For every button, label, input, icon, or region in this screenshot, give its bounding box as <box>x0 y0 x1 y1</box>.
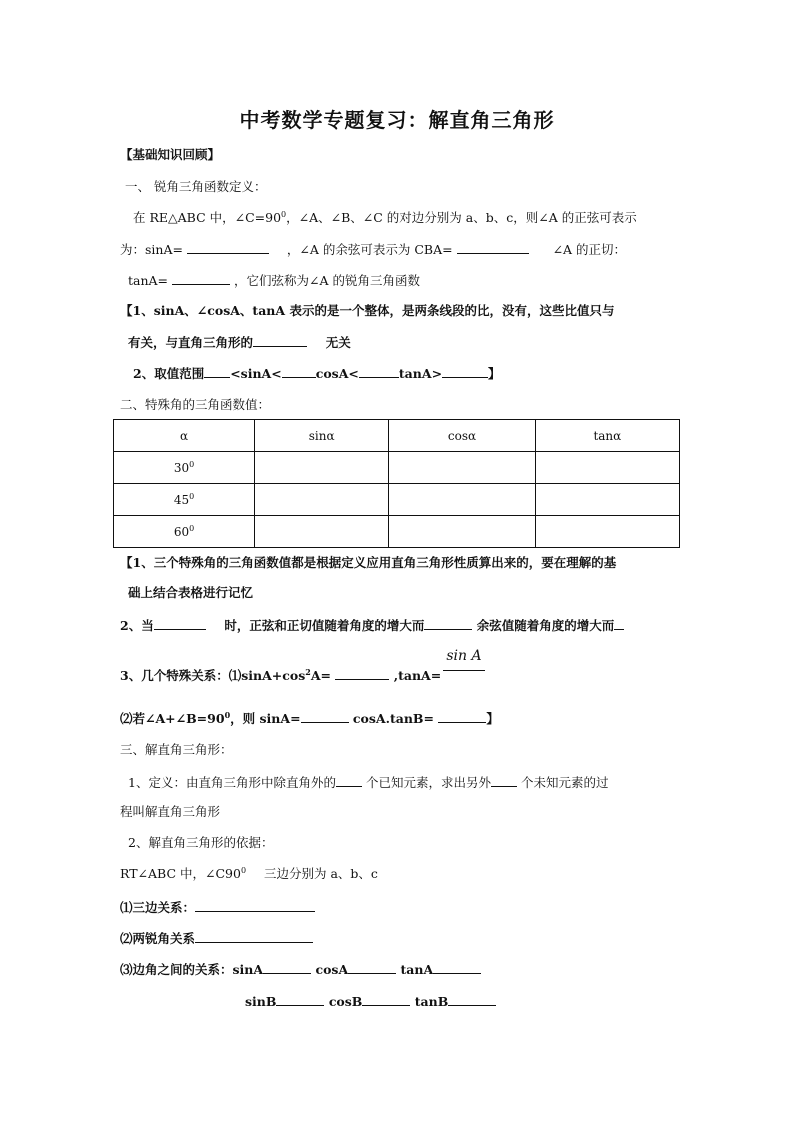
note2-blank-3[interactable] <box>614 617 624 630</box>
note1-text-a: 有关，与直角三角形的 <box>128 335 254 350</box>
cosa-label: ，∠A 的余弦可表示为 CBA= <box>286 242 453 257</box>
tana-def-label: tanA= <box>128 273 169 288</box>
table-row <box>114 484 680 516</box>
degree-sup: 0 <box>224 709 231 720</box>
note4-blank-1[interactable] <box>301 710 349 723</box>
angle-value: 60 <box>173 524 190 539</box>
table-header-row <box>114 420 680 452</box>
angle-value: 30 <box>173 460 190 475</box>
note3-blank[interactable] <box>335 667 389 680</box>
rel2-label: ⑵两锐角关系 <box>120 931 196 946</box>
sin-cell[interactable] <box>255 484 389 516</box>
part3-rt-line <box>120 866 378 882</box>
tana-blank[interactable] <box>172 272 230 285</box>
cos-cell[interactable] <box>389 452 535 484</box>
fraction-bar <box>443 670 485 671</box>
angle-cell <box>114 484 255 516</box>
tana-label: ∠A 的正切： <box>552 242 627 257</box>
sin-cell[interactable] <box>255 516 389 548</box>
part2-heading: 二、特殊角的三角函数值： <box>120 397 271 412</box>
range-sina: <sinA< <box>230 366 282 381</box>
degree-sup: 0 <box>281 209 287 219</box>
rel3-cosa: cosA <box>315 962 349 977</box>
part2-note2 <box>120 617 624 634</box>
part2-note1-line2: 础上结合表格进行记忆 <box>128 585 254 600</box>
note2-cos: 余弦值随着角度的增大而 <box>476 618 615 633</box>
header-tan: tanα <box>535 420 679 452</box>
note3-text-a: 3、几个特殊关系：⑴sinA+cos <box>120 668 306 683</box>
table-row <box>114 452 680 484</box>
note2-sin-tan: 时，正弦和正切值随着角度的增大而 <box>224 618 425 633</box>
note3-text-b: A= <box>310 668 331 683</box>
part2-note1-line1: 【1、三个特殊角的三角函数值都是根据定义应用直角三角形性质算出来的，要在理解的基 <box>120 555 617 570</box>
part1-heading: 一、 锐角三角函数定义： <box>125 179 267 194</box>
note4-blank-2[interactable] <box>438 710 486 723</box>
def-blank-1[interactable] <box>336 774 362 787</box>
part1-line1-text: 在 RE△ABC 中，∠C=90 <box>133 210 282 225</box>
rt-text-b: 三边分别为 a、b、c <box>264 866 378 881</box>
note2-blank-2[interactable] <box>424 617 472 630</box>
part1-line3 <box>128 272 420 289</box>
part2-note3 <box>120 667 441 684</box>
part3-heading: 三、解直角三角形： <box>120 742 233 757</box>
part1-line2 <box>120 241 626 258</box>
page-title: 中考数学专题复习：解直角三角形 <box>239 108 555 132</box>
cos-cell[interactable] <box>389 516 535 548</box>
rel3-label: ⑶边角之间的关系： <box>120 962 233 977</box>
part1-note1-line2 <box>128 334 351 351</box>
def-text-c: 个未知元素的过 <box>520 775 609 790</box>
note4-text-c: cosA.tanB= <box>352 711 434 726</box>
note4-close: 】 <box>486 711 499 726</box>
range-close: 】 <box>488 366 501 381</box>
special-angles-table <box>113 419 680 548</box>
part3-rel1 <box>120 899 315 916</box>
part1-line3-rest: ，它们弦称为∠A 的锐角三角函数 <box>234 273 420 288</box>
header-alpha: α <box>114 420 255 452</box>
note2-when: 2、当 <box>120 618 154 633</box>
angle-cell <box>114 516 255 548</box>
note3-tan: ,tanA= <box>393 668 442 683</box>
tan-cell[interactable] <box>535 452 679 484</box>
range-blank-1[interactable] <box>204 365 230 378</box>
rt-text-a: RT∠ABC 中，∠C90 <box>120 866 241 881</box>
def-text-a: 1、定义：由直角三角形中除直角外的 <box>128 775 336 790</box>
sina-relation-blank[interactable] <box>263 961 311 974</box>
note1-text-b: 无关 <box>325 335 351 350</box>
degree-sup: 0 <box>189 523 195 533</box>
sinb-relation-blank[interactable] <box>276 993 324 1006</box>
angle-cell <box>114 452 255 484</box>
section-review-heading: 【基础知识回顾】 <box>120 147 221 162</box>
fraction-numerator: sin A <box>446 648 482 664</box>
part1-note1-line1: 【1、sinA、∠cosA、tanA 表示的是一个整体，是两条线段的比，没有，这些比值只与 <box>120 303 615 318</box>
sin-cell[interactable] <box>255 452 389 484</box>
part1-note2 <box>133 365 501 382</box>
rel3-tana: tanA <box>400 962 434 977</box>
cosa-relation-blank[interactable] <box>348 961 396 974</box>
part3-definition <box>128 774 608 791</box>
cosb-relation-blank[interactable] <box>362 993 410 1006</box>
range-blank-4[interactable] <box>442 365 488 378</box>
angle-value: 45 <box>173 492 190 507</box>
part2-note4 <box>120 710 499 727</box>
header-sin: sinα <box>255 420 389 452</box>
rel3-sina: sinA <box>232 962 264 977</box>
part1-line1 <box>133 210 637 226</box>
note4-text-b: ，则 sinA= <box>230 711 301 726</box>
table-row <box>114 516 680 548</box>
squared-sup: 2 <box>305 666 311 677</box>
range-blank-2[interactable] <box>282 365 316 378</box>
tan-cell[interactable] <box>535 484 679 516</box>
rel3-tanb: tanB <box>414 994 449 1009</box>
cos-cell[interactable] <box>389 484 535 516</box>
tanb-relation-blank[interactable] <box>448 993 496 1006</box>
part1-line1-rest: ，∠A、∠B、∠C 的对边分别为 a、b、c，则∠A 的正弦可表示 <box>286 210 637 225</box>
note1-blank[interactable] <box>253 334 307 347</box>
rel1-label: ⑴三边关系： <box>120 900 196 915</box>
def-blank-2[interactable] <box>491 774 517 787</box>
header-cos: cosα <box>389 420 535 452</box>
part3-rel3-line2 <box>245 993 496 1010</box>
degree-sup: 0 <box>189 491 195 501</box>
rel3-sinb: sinB <box>245 994 277 1009</box>
rel2-blank[interactable] <box>195 930 313 943</box>
part3-rel2 <box>120 930 313 947</box>
part3-basis: 2、解直角三角形的依据： <box>128 835 274 850</box>
part3-rel3 <box>120 961 481 978</box>
rel1-blank[interactable] <box>195 899 315 912</box>
degree-sup: 0 <box>189 459 195 469</box>
cosa-blank[interactable] <box>457 241 529 254</box>
range-tana: tanA> <box>398 366 443 381</box>
note2-blank-1[interactable] <box>154 617 206 630</box>
tan-fraction <box>443 648 485 664</box>
tan-cell[interactable] <box>535 516 679 548</box>
sina-label: 为：sinA= <box>120 242 183 257</box>
note4-text-a: ⑵若∠A+∠B=90 <box>120 711 225 726</box>
range-cosa: cosA< <box>315 366 359 381</box>
rel3-cosb: cosB <box>328 994 363 1009</box>
part3-definition-line2: 程叫解直角三角形 <box>120 804 221 819</box>
degree-sup: 0 <box>240 865 247 875</box>
def-text-b: 个已知元素，求出另外 <box>365 775 491 790</box>
range-label: 2、取值范围 <box>133 366 205 381</box>
tana-relation-blank[interactable] <box>433 961 481 974</box>
range-blank-3[interactable] <box>359 365 399 378</box>
sina-blank[interactable] <box>187 241 269 254</box>
